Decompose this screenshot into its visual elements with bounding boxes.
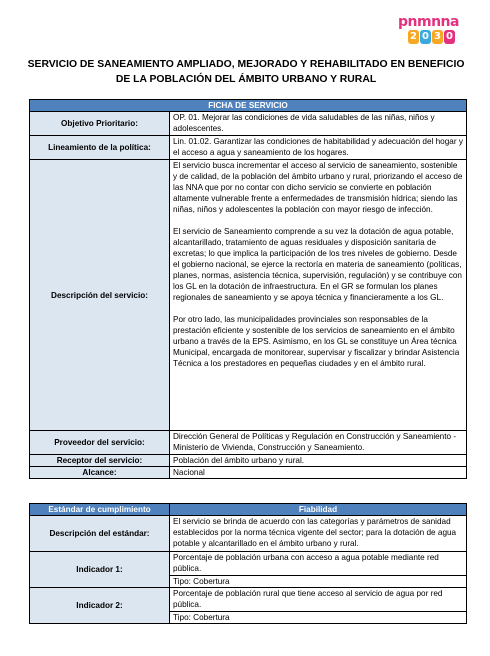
- row-label: Objetivo Prioritario:: [30, 112, 170, 136]
- indicator-type: Tipo: Cobertura: [170, 576, 467, 588]
- row-value: [170, 160, 467, 431]
- row-label: Indicador 2:: [30, 588, 170, 624]
- row-value: Población del ámbito urbano y rural.: [170, 455, 467, 467]
- document-title: SERVICIO DE SANEAMIENTO AMPLIADO, MEJORADO Y REHABILITADO EN BENEFICIO DE LA POBLACIÓN DEL ÁMBITO URBANO Y RURAL: [27, 59, 465, 85]
- table-row: [30, 516, 467, 552]
- ficha-de-servicio-table: [29, 99, 467, 479]
- logo-digit: 2: [408, 30, 419, 44]
- indicator-value: Porcentaje de población urbana con acceso a agua potable mediante red pública.: [170, 552, 467, 576]
- table-row: [30, 112, 467, 136]
- estandar-header: Estándar de cumplimiento: [30, 504, 170, 516]
- row-value: Dirección General de Políticas y Regulación en Construcción y Saneamiento - Ministerio de Vivienda, Construcción y Saneamiento.: [170, 431, 467, 455]
- row-value: El servicio se brinda de acuerdo con las categorías y parámetros de sanidad establecidos por la norma técnica vigente del sector; para la dotación de agua potable y alcantarillado en el ámbito urbano y rural.: [170, 516, 467, 552]
- row-label: Descripción del estándar:: [30, 516, 170, 552]
- estandar-table: [29, 503, 467, 624]
- logo-digit: 3: [432, 30, 443, 44]
- pnmnna-logo: [398, 14, 462, 48]
- row-label: Descripción del servicio:: [30, 160, 170, 431]
- row-value: Lin. 01.02. Garantizar las condiciones de habitabilidad y adecuación del hogar y el acceso a agua y saneamiento de los hogares.: [170, 136, 467, 160]
- row-value: OP. 01. Mejorar las condiciones de vida saludables de las niñas, niños y adolescentes.: [170, 112, 467, 136]
- logo-digit: 0: [444, 30, 455, 44]
- ficha-header-row: [30, 100, 467, 112]
- row-label: Lineamiento de la política:: [30, 136, 170, 160]
- description-paragraph: El servicio busca incrementar el acceso al servicio de saneamiento, sostenible y de calidad, de la población del ámbito urbano y rural, priorizando el acceso de las NNA que por no contar con dicho servicio se convierte en población altamente vulnerable frente a enfermedades de transmisión hídrica; siendo las niñas, niños y adolescentes la población con mayor riesgo de infección.: [173, 161, 463, 214]
- table-row: [30, 160, 467, 431]
- table-row: [30, 552, 467, 576]
- description-paragraph: El servicio de Saneamiento comprende a su vez la dotación de agua potable, alcantarillado, tratamiento de aguas residuales y disposición sanitaria de excretas; lo que implica la participación de los tres niveles de gobierno. Desde el gobierno nacional, se ejerce la rectoría en materia de saneamiento (políticas, planes, normas, asistencia técnica, supervisión, regulación) y se contribuye con los GL en la dotación de infraestructura. En el GR se formulan los planes regionales de saneamiento y se apoya técnica y financieramente a los GL.: [173, 227, 462, 302]
- row-label: Indicador 1:: [30, 552, 170, 588]
- row-label: Proveedor del servicio:: [30, 431, 170, 455]
- fiabilidad-header: Fiabilidad: [170, 504, 467, 516]
- estandar-header-row: [30, 504, 467, 516]
- table-row: [30, 136, 467, 160]
- logo-year: [408, 30, 455, 46]
- table-row: [30, 467, 467, 479]
- row-label: Alcance:: [30, 467, 170, 479]
- logo-digit: 0: [420, 30, 431, 44]
- table-row: [30, 588, 467, 612]
- table-row: [30, 455, 467, 467]
- logo-text: pnmnna: [398, 14, 459, 30]
- row-value: Nacional: [170, 467, 467, 479]
- indicator-value: Porcentaje de población rural que tiene acceso al servicio de agua por red pública.: [170, 588, 467, 612]
- table-row: [30, 431, 467, 455]
- indicator-type: Tipo: Cobertura: [170, 612, 467, 624]
- description-paragraph: Por otro lado, las municipalidades provinciales son responsables de la prestación eficiente y sostenible de los servicios de saneamiento en el ámbito urbano a través de la EPS. Asimismo, en los GL se constituye un Área técnica Municipal, encargada de monitorear, supervisar y fiscalizar y brindar Asistencia Técnica a los prestadores en pequeñas ciudades y en el ámbito rural.: [173, 315, 460, 368]
- row-label: Receptor del servicio:: [30, 455, 170, 467]
- ficha-header: FICHA DE SERVICIO: [30, 100, 467, 112]
